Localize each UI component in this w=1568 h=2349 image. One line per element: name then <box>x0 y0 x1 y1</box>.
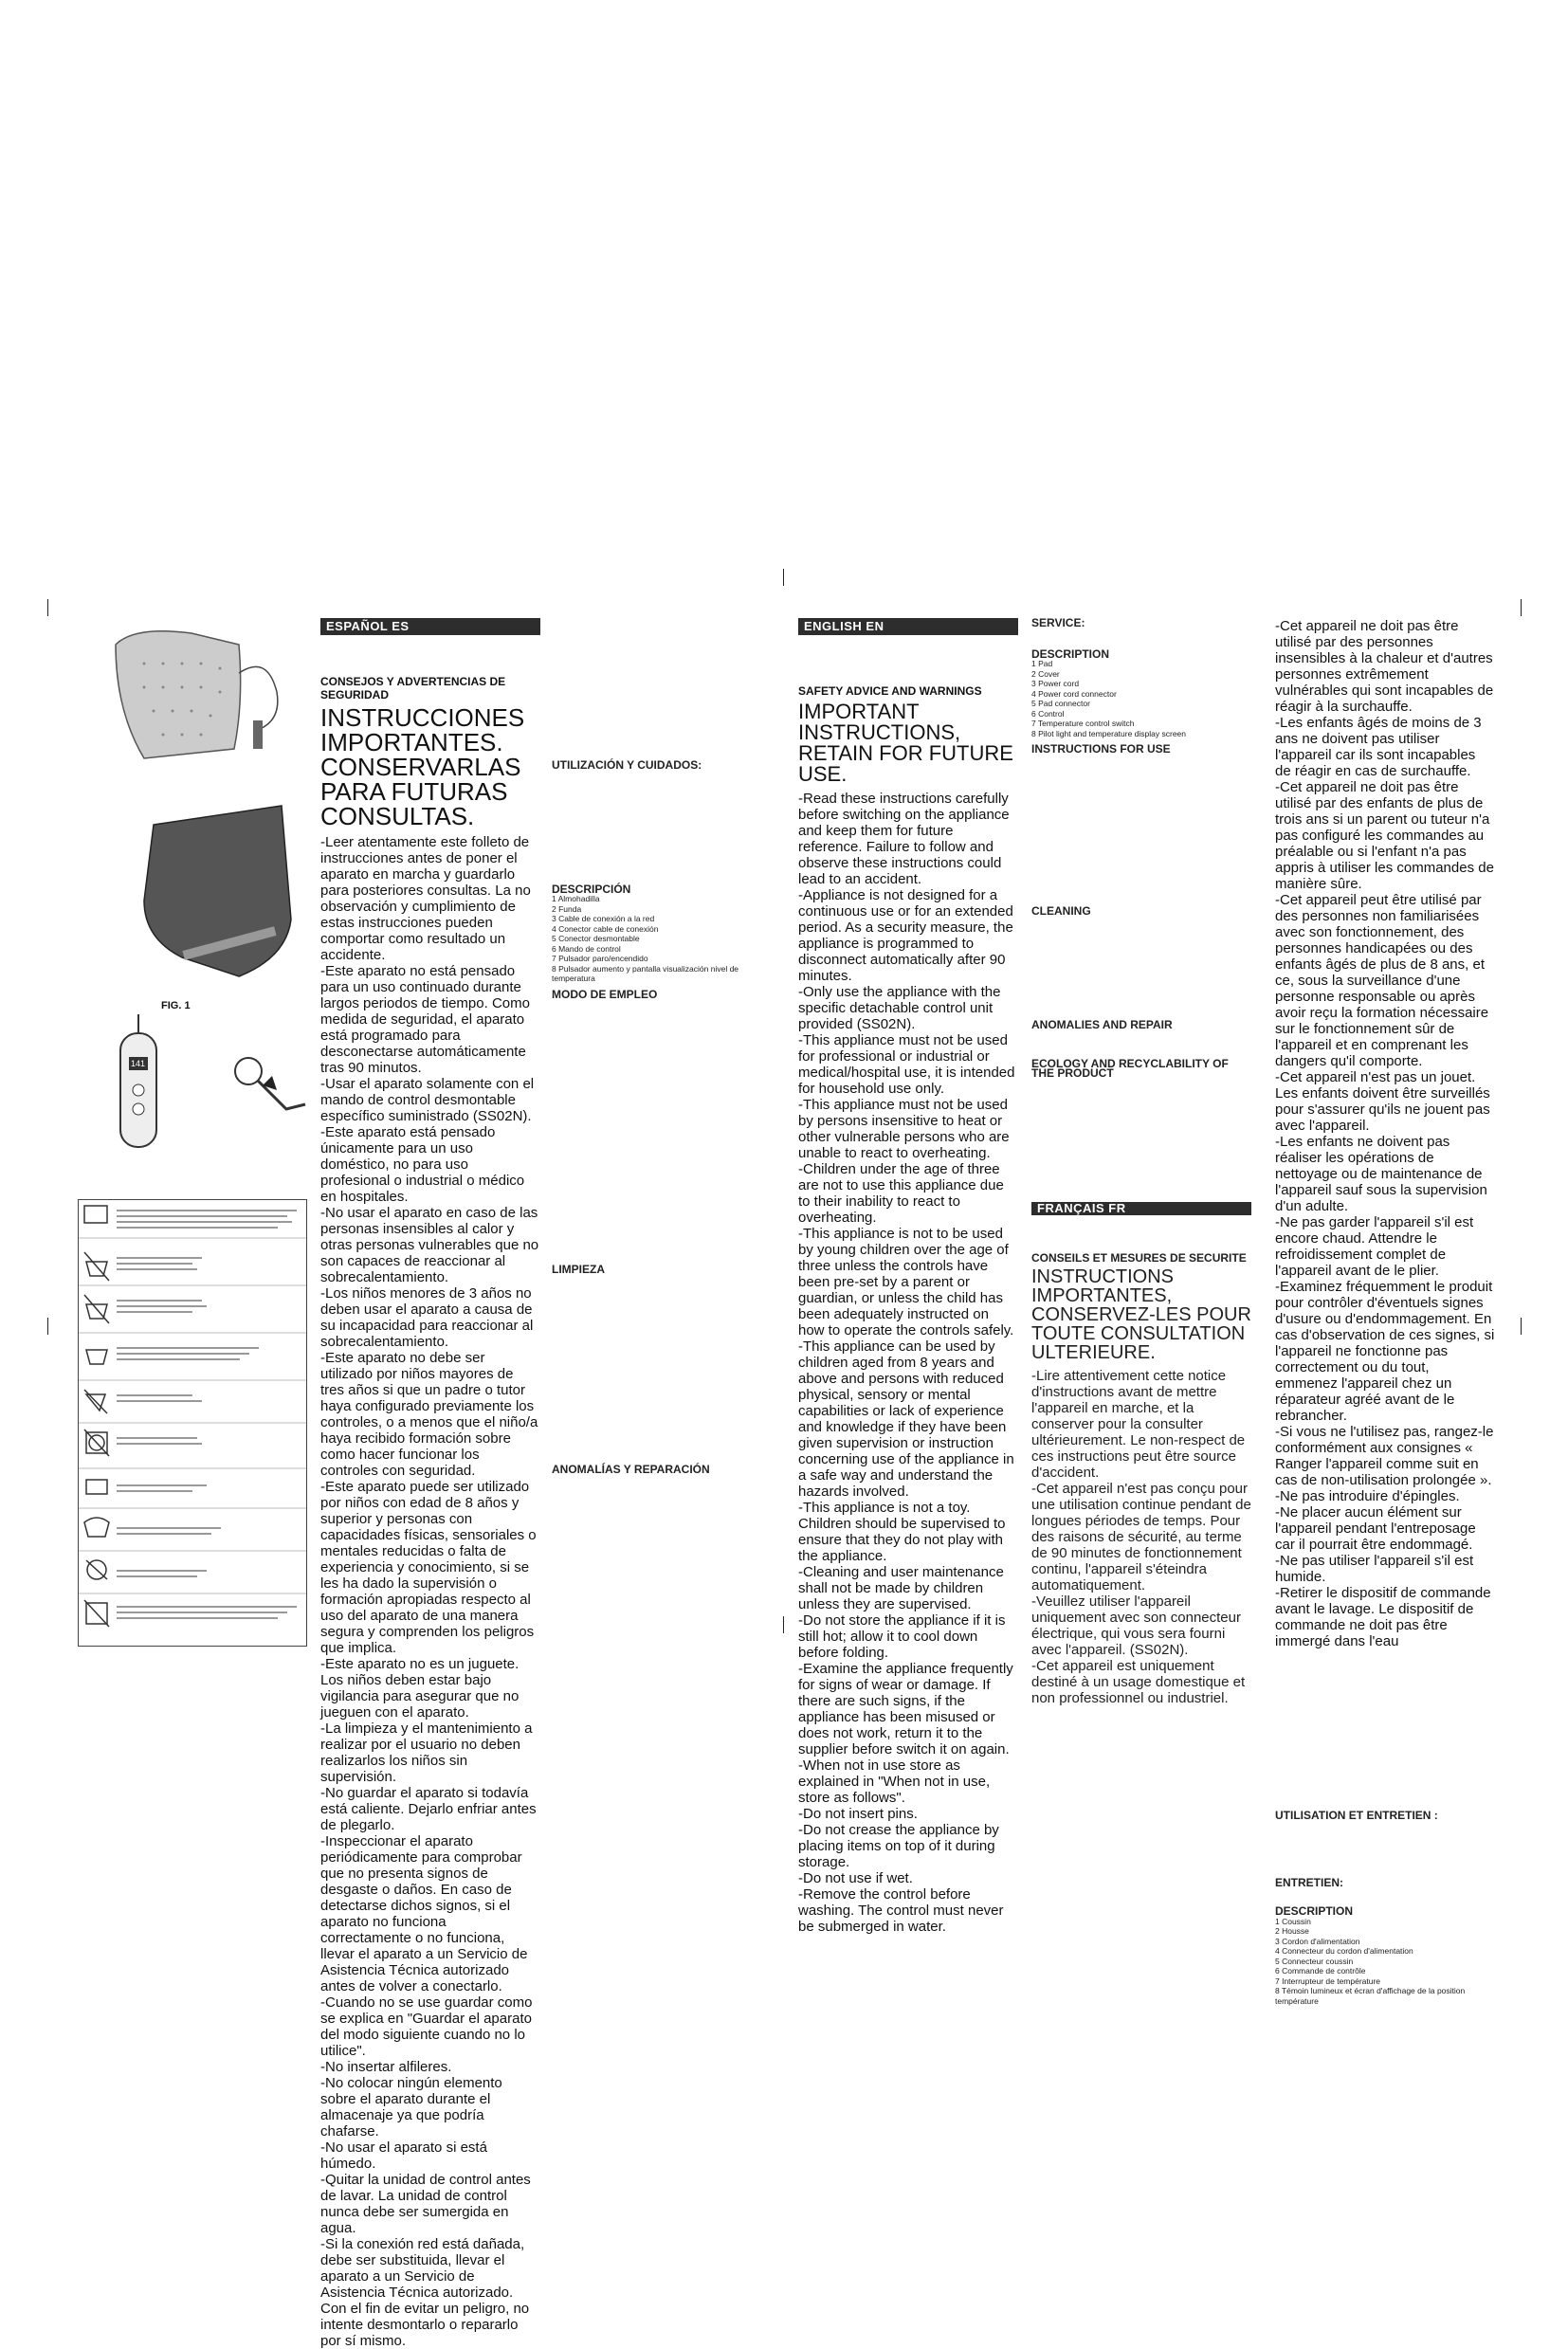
spanish-header: ESPAÑOL ES <box>320 618 540 635</box>
spanish-paragraph: -No colocar ningún elemento sobre el aparato durante el almacenaje ya que podría chafarse. <box>320 2075 502 2140</box>
english-paragraph: -Do not insert pins. <box>798 1806 918 1822</box>
french-important-notice: INSTRUCTIONS IMPORTANTES, CONSERVEZ-LES POUR TOUTE CONSULTATION ULTERIEURE. <box>1031 1266 1251 1363</box>
care-symbols <box>79 1200 306 1646</box>
spanish-paragraph: -Si la conexión red está dañada, debe ser substituida, llevar el aparato a un Servicio de Asistencia Técnica autorizado. Con el fin de evitar un peligro, no intente desmontarlo o repararlo por sí mismo. <box>320 2236 530 2349</box>
spanish-paragraph: -Este aparato puede ser utilizado por niños con edad de 8 años y superior y personas con capacidades físicas, sensoriales o mentales reducidas o falta de experiencia y conocimiento, si se les ha dado la supervisión o formación apropiadas respecto al uso del aparato de una manera segura y comprenden los peligros que implica. <box>320 1479 537 1656</box>
crop-mark <box>1521 599 1522 616</box>
english-paragraph: -This appliance must not be used for professional or industrial or medical/hospital use, it is intended for household use only. <box>798 1032 1015 1097</box>
english-paragraph: -Do not store the appliance if it is still hot; allow it to cool down before folding. <box>798 1612 1006 1661</box>
figure-label: FIG. 1 <box>161 1000 191 1011</box>
french-paragraph: -Cet appareil ne doit pas être utilisé par des enfants de plus de trois ans si un parent ou tuteur n'a pas configuré les commandes au préalable ou si l'enfant n'a pas appris à utiliser les commandes de manière sûre. <box>1275 779 1494 892</box>
spanish-paragraph: -Quitar la unidad de control antes de lavar. La unidad de control nunca debe ser sumergida en agua. <box>320 2172 531 2236</box>
english-paragraph: -This appliance is not to be used by young children over the age of three unless the controls have been pre-set by a parent or guardian, or unless the child has been adequately instructed on how to operate the controls safely. <box>798 1226 1014 1338</box>
spanish-paragraph: -Inspeccionar el aparato periódicamente para comprobar que no presenta signos de desgaste o daños. En caso de detectarse dichos signos, si el aparato no funciona correctamente o no funciona, llevar el aparato a un Servicio de Asistencia Técnica autorizado antes de volver a conectarlo. <box>320 1833 528 1994</box>
french-header: FRANÇAIS FR <box>1031 1202 1251 1216</box>
english-paragraph: -This appliance must not be used by persons insensitive to heat or other vulnerable persons who are unable to react to overheating. <box>798 1097 1010 1161</box>
english-description-item: 7 Temperature control switch <box>1031 719 1135 728</box>
spanish-section-heading: LIMPIEZA <box>552 1263 605 1276</box>
english-paragraph: -Read these instructions carefully before switching on the appliance and keep them for future reference. Failure to follow and observe these instructions could lead to an accident. <box>798 791 1010 887</box>
spanish-section-heading: ANOMALÍAS Y REPARACIÓN <box>552 1462 710 1476</box>
spanish-description-item: 7 Pulsador paro/encendido <box>552 954 648 963</box>
english-safety-heading: SAFETY ADVICE AND WARNINGS <box>798 684 982 698</box>
spanish-continued-column <box>552 618 772 1474</box>
spanish-paragraph: -Los niños menores de 3 años no deben usar el aparato a causa de su incapacidad para reaccionar al sobrecalentamiento. <box>320 1285 534 1350</box>
spanish-description-item: 1 Almohadilla <box>552 894 600 903</box>
english-continued-column <box>1031 618 1251 1706</box>
english-description-item: 5 Pad connector <box>1031 699 1090 708</box>
spanish-description-item: 2 Funda <box>552 903 582 914</box>
spanish-important-notice: INSTRUCCIONES IMPORTANTES. CONSERVARLAS PARA FUTURAS CONSULTAS. <box>320 703 525 830</box>
spanish-description-item: 8 Pulsador aumento y pantalla visualización nivel de temperatura <box>552 963 739 983</box>
english-section-heading: CLEANING <box>1031 903 1091 918</box>
english-description-item: 6 Control <box>1031 708 1065 719</box>
french-description-item: 8 Témoin lumineux et écran d'affichage de la position température <box>1275 1986 1466 2006</box>
english-paragraph: -Only use the appliance with the specific detachable control unit provided (SS02N). <box>798 984 1001 1032</box>
english-paragraph: -Do not crease the appliance by placing items on top of it during storage. <box>798 1822 999 1870</box>
french-paragraph: -Les enfants âgés de moins de 3 ans ne doivent pas utiliser l'appareil car ils sont incapables de réagir en cas de surchauffe. <box>1275 715 1482 779</box>
french-paragraph: -Ne pas introduire d'épingles. <box>1275 1488 1460 1504</box>
french-description-item: 1 Coussin <box>1275 1916 1311 1926</box>
french-paragraph: -Examinez fréquemment le produit pour contrôler d'éventuels signes d'usure ou d'endommagement. En cas d'observation de ces signes, si l'appareil ne fonctionne pas correctement ou du tout, emmenez l'appareil chez un réparateur agréé avant de le rebrancher. <box>1275 1279 1495 1424</box>
french-paragraph: -Cet appareil n'est pas un jouet. Les enfants doivent être surveillés pour s'assurer qu'ils ne jouent pas avec l'appareil. <box>1275 1069 1490 1134</box>
spanish-description-item: 5 Conector desmontable <box>552 934 640 943</box>
english-column <box>798 618 1018 1935</box>
spanish-paragraph: -No usar el aparato si está húmedo. <box>320 2140 487 2172</box>
controller-display: 141 <box>131 1059 146 1068</box>
spanish-paragraph: -Leer atentamente este folleto de instrucciones antes de poner el aparato en marcha y guardarlo para posteriores consultas. La no observación y cumplimiento de estas instrucciones pueden comportar como resultado un accidente. <box>320 834 531 963</box>
product-illustration-panel <box>78 616 307 1185</box>
french-safety-heading: CONSEILS ET MESURES DE SECURITE <box>1031 1251 1247 1265</box>
french-description-item: 4 Connecteur du cordon d'alimentation <box>1275 1946 1413 1956</box>
english-section-heading: ANOMALIES AND REPAIR <box>1031 1018 1173 1031</box>
french-description-item: 3 Cordon d'alimentation <box>1275 1936 1360 1946</box>
french-description-item: 7 Interrupteur de température <box>1275 1976 1381 1986</box>
spanish-paragraph: -Cuando no se use guardar como se explica en "Guardar el aparato del modo siguiente cuando no lo utilice". <box>320 1994 533 2059</box>
spanish-section-heading: MODO DE EMPLEO <box>552 987 658 1001</box>
french-paragraph: -Cet appareil est uniquement destiné à un usage domestique et non professionnel ou industriel. <box>1031 1657 1246 1706</box>
crop-mark <box>47 599 48 616</box>
spanish-paragraph: -La limpieza y el mantenimiento a realizar por el usuario no deben realizarlos los niños sin supervisión. <box>320 1721 533 1785</box>
spanish-section-heading: DESCRIPCIÓN <box>552 882 631 896</box>
english-section-heading: SERVICE: <box>1031 616 1085 629</box>
english-section-heading: DESCRIPTION <box>1031 646 1110 661</box>
english-paragraph: -Children under the age of three are not to use this appliance due to their inability to react to overheating. <box>798 1161 1004 1226</box>
french-section-heading: ENTRETIEN: <box>1275 1875 1343 1889</box>
care-symbols-table <box>78 1199 307 1647</box>
english-paragraph: -This appliance can be used by children aged from 8 years and above and persons with reduced physical, sensory or mental capabilities or lack of experience and knowledge if they have been given supervision or instruction concerning use of the appliance in a safe way and understand the hazards involved. <box>798 1338 1014 1500</box>
crop-mark <box>783 1616 784 1633</box>
english-paragraph: -When not in use store as explained in "When not in use, store as follows". <box>798 1757 991 1806</box>
spanish-description-item: 6 Mando de control <box>552 943 621 954</box>
english-header: ENGLISH EN <box>798 618 1018 635</box>
french-section-heading: DESCRIPTION <box>1275 1904 1354 1918</box>
french-paragraph: -Cet appareil peut être utilisé par des personnes non familiarisées avec son fonctionnement, des personnes handicapées ou des enfants âgés de plus de 8 ans, et ce, sous la surveillance d'une personne responsable ou après avoir reçu la formation nécessaire sur le fonctionnement sûr de l'appareil et en comprenant les dangers qu'il comporte. <box>1275 892 1489 1069</box>
spanish-intro <box>320 641 540 669</box>
french-section-heading: UTILISATION ET ENTRETIEN : <box>1275 1809 1438 1822</box>
spanish-paragraph: -Este aparato no es un juguete. Los niños deben estar bajo vigilancia para asegurar que no jueguen con el aparato. <box>320 1656 520 1721</box>
spanish-paragraph: -No insertar alfileres. <box>320 2059 452 2075</box>
spanish-safety-heading: CONSEJOS Y ADVERTENCIAS DE SEGURIDAD <box>320 675 506 701</box>
spanish-description-item: 3 Cable de conexión a la red <box>552 914 655 923</box>
french-paragraph: -Ne pas utiliser l'appareil s'il est humide. <box>1275 1553 1474 1585</box>
spanish-paragraph: -Este aparato no está pensado para un uso continuado durante largos periodos de tiempo. Como medida de seguridad, el aparato está programado para desconectarse automáticamente tras 90 minutos. <box>320 963 530 1076</box>
french-paragraph: -Lire attentivement cette notice d'instructions avant de mettre l'appareil en marche, et la conserver pour la consulter ultérieurement. Le non-respect de ces instructions peut être source d'accident. <box>1031 1367 1246 1481</box>
spanish-description-item: 4 Conector cable de conexión <box>552 923 659 934</box>
spanish-column <box>320 618 540 2349</box>
english-section-heading: ECOLOGY AND RECYCLABILITY OF THE PRODUCT <box>1031 1056 1229 1080</box>
spanish-paragraph: -No guardar el aparato si todavía está caliente. Dejarlo enfriar antes de plegarlo. <box>320 1785 537 1833</box>
spanish-paragraph: -Este aparato no debe ser utilizado por niños mayores de tres años si que un padre o tutor haya configurado previamente los controles, o a menos que el niño/a haya recibido formación sobre como hacer funcionar los controles con seguridad. <box>320 1350 538 1479</box>
english-section-heading: INSTRUCTIONS FOR USE <box>1031 742 1171 756</box>
french-paragraph: -Cet appareil ne doit pas être utilisé par des personnes insensibles à la chaleur et d'autres personnes extrêmement vulnérables qui sont incapables de réagir à la surchauffe. <box>1275 618 1494 715</box>
french-paragraph: -Ne pas garder l'appareil s'il est encore chaud. Attendre le refroidissement complet de l'appareil avant de le plier. <box>1275 1214 1474 1279</box>
english-paragraph: -Remove the control before washing. The control must never be submerged in water. <box>798 1886 1004 1935</box>
french-description-item: 2 Housse <box>1275 1926 1309 1936</box>
french-paragraph: -Retirer le dispositif de commande avant le lavage. Le dispositif de commande ne doit pas être immergé dans l'eau <box>1275 1585 1491 1649</box>
english-intro <box>798 641 1018 679</box>
french-description-item: 6 Commande de contrôle <box>1275 1966 1366 1976</box>
english-paragraph: -Do not use if wet. <box>798 1870 913 1886</box>
english-description-item: 4 Power cord connector <box>1031 688 1117 699</box>
spanish-paragraph: -Usar el aparato solamente con el mando de control desmontable específico suministrado (SS02N). <box>320 1076 535 1124</box>
crop-mark <box>1521 1318 1522 1335</box>
spanish-section-heading: UTILIZACIÓN Y CUIDADOS: <box>552 758 702 772</box>
french-paragraph: -Ne placer aucun élément sur l'appareil pendant l'entreposage car il pourrait être endommagé. <box>1275 1504 1476 1553</box>
spanish-paragraph: -No usar el aparato en caso de las personas insensibles al calor y otras personas vulnerables que no son capaces de reaccionar al sobrecalentamiento. <box>320 1205 539 1285</box>
crop-mark <box>47 1318 48 1335</box>
english-description-item: 2 Cover <box>1031 668 1060 679</box>
french-column <box>1275 618 1495 2006</box>
french-description-item: 5 Connecteur coussin <box>1275 1956 1354 1966</box>
english-description-item: 3 Power cord <box>1031 679 1080 688</box>
english-paragraph: -This appliance is not a toy. Children should be supervised to ensure that they do not play with the appliance. <box>798 1500 1006 1564</box>
french-paragraph: -Veuillez utiliser l'appareil uniquement avec son connecteur électrique, qui vous sera fourni avec l'appareil. (SS02N). <box>1031 1593 1241 1658</box>
crop-mark <box>783 569 784 586</box>
english-paragraph: -Appliance is not designed for a continuous use or for an extended period. As a security measure, the appliance is programmed to disconnect automatically after 90 minutes. <box>798 887 1013 984</box>
heating-pad-illustration <box>78 616 307 1185</box>
english-paragraph: -Examine the appliance frequently for signs of wear or damage. If there are such signs, if the appliance has been misused or does not work, return it to the supplier before switch it on again. <box>798 1661 1013 1757</box>
english-description-item: 8 Pilot light and temperature display screen <box>1031 728 1187 738</box>
spanish-paragraph: -Este aparato está pensado únicamente para un uso doméstico, no para uso profesional o industrial o médico en hospitales. <box>320 1124 525 1205</box>
english-paragraph: -Cleaning and user maintenance shall not be made by children unless they are supervised. <box>798 1564 1004 1612</box>
french-paragraph: -Les enfants ne doivent pas réaliser les opérations de nettoyage ou de maintenance de l'appareil sauf sous la supervision d'un adulte. <box>1275 1134 1487 1214</box>
french-paragraph: -Cet appareil n'est pas conçu pour une utilisation continue pendant de longues périodes de temps. Pour des raisons de sécurité, au terme de 90 minutes de fonctionnement continu, l'appareil s'éteindra automatiquement. <box>1031 1480 1251 1593</box>
english-description-item: 1 Pad <box>1031 659 1053 668</box>
english-important-notice: IMPORTANT INSTRUCTIONS, RETAIN FOR FUTURE USE. <box>798 700 1013 786</box>
french-paragraph: -Si vous ne l'utilisez pas, rangez-le conformément aux consignes « Ranger l'appareil comme suit en cas de non-utilisation prolongée ». <box>1275 1424 1494 1488</box>
